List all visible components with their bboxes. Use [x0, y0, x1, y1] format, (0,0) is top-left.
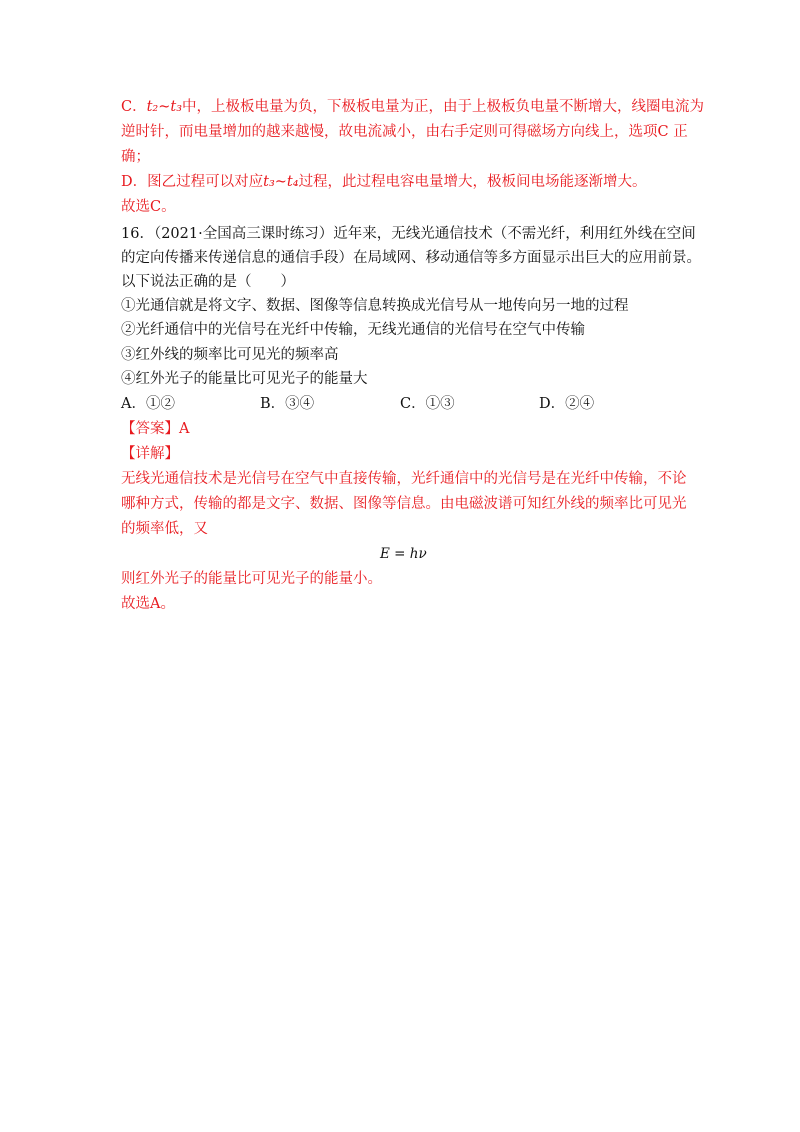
prev-conclusion: 故选C。 — [121, 199, 176, 215]
statement-4: ④红外光子的能量比可见光子的能量大 — [121, 371, 368, 387]
option-a: A．①② — [121, 396, 175, 412]
detail-line-2: 哪种方式，传输的都是文字、数据、图像等信息。由电磁波谱可知红外线的频率比可见光 — [121, 496, 687, 512]
question-stem-line-1: 16．（2021·全国高三课时练习）近年来，无线光通信技术（不需光纤，利用红外线在空间 — [121, 226, 696, 242]
answer-label: 【答案】A — [121, 421, 190, 437]
formula: E = hν — [380, 546, 427, 562]
variable-t2-t3: t₂~t₃ — [146, 99, 183, 115]
detail-line-4: 则红外光子的能量比可见光子的能量小。 — [121, 571, 382, 587]
variable-t3-t4: t₃~t₄ — [263, 174, 299, 190]
explanation-c-line-2: 逆时针，而电量增加的越来越慢，故电流减小，由右手定则可得磁场方向线上，选项C 正 — [121, 124, 688, 140]
detail-line-1: 无线光通信技术是光信号在空气中直接传输，光纤通信中的光信号是在光纤中传输，不论 — [121, 471, 687, 487]
detail-line-3: 的频率低，又 — [121, 521, 208, 537]
option-b: B．③④ — [260, 396, 315, 412]
option-c: C．①③ — [400, 396, 455, 412]
explanation-d-line: D．图乙过程可以对应t₃~t₄过程，此过程电容电量增大，极板间电场能逐渐增大。 — [121, 174, 647, 190]
statement-1: ①光通信就是将文字、数据、图像等信息转换成光信号从一地传向另一地的过程 — [121, 298, 629, 314]
question-stem-line-2: 的定向传播来传递信息的通信手段）在局域网、移动通信等多方面显示出巨大的应用前景。 — [121, 250, 701, 266]
options-row — [121, 394, 691, 414]
statement-2: ②光纤通信中的光信号在光纤中传输，无线光通信的光信号在空气中传输 — [121, 322, 585, 338]
answer-conclusion: 故选A。 — [121, 596, 175, 612]
explanation-c-line-3: 确； — [121, 149, 150, 165]
option-d: D．②④ — [539, 396, 595, 412]
question-stem-line-3: 以下说法正确的是（ ） — [121, 274, 295, 290]
explanation-c-line-1: C．t₂~t₃中，上极板电量为负，下极板电量为正，由于上极板负电量不断增大，线圈电流为 — [121, 99, 705, 115]
statement-3: ③红外线的频率比可见光的频率高 — [121, 347, 339, 363]
detail-label: 【详解】 — [121, 446, 179, 462]
